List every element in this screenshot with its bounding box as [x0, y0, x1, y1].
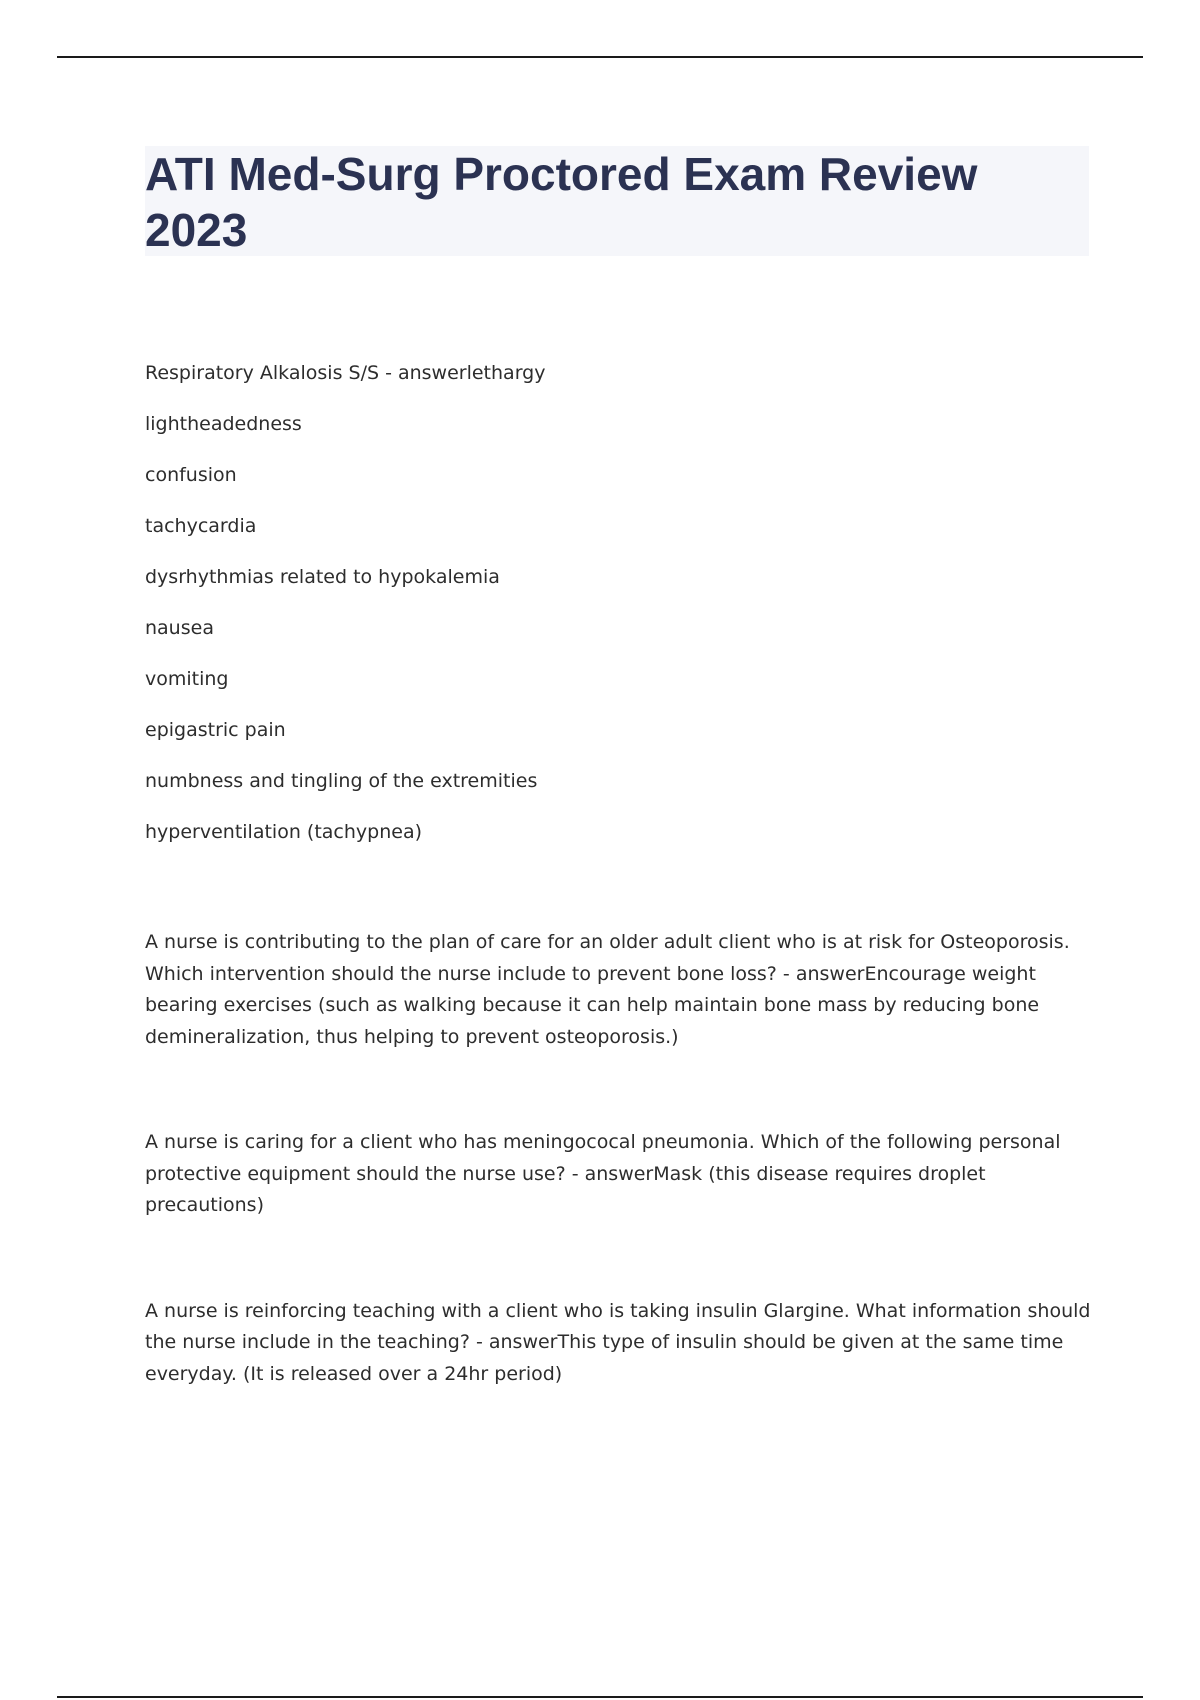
symptom-list [145, 356, 1095, 866]
title-box [145, 146, 1089, 256]
list-item: confusion [145, 464, 237, 486]
list-item: lightheadedness [145, 413, 302, 435]
page-title: ATI Med-Surg Proctored Exam Review 2023 [145, 148, 978, 256]
question-ppe: A nurse is caring for a client who has meningococal pneumonia. Which of the following personal protective equipment should the nurse use? - answerMask (this disease requires droplet precautions) [145, 1131, 1061, 1216]
spacer [145, 1053, 1095, 1127]
list-item: tachycardia [145, 515, 257, 537]
question-insulin: A nurse is reinforcing teaching with a client who is taking insulin Glargine. What information should the nurse include in the teaching? - answerThis type of insulin should be given at the same time everyday. (It is released over a 24hr period) [145, 1299, 1091, 1385]
list-item: epigastric pain [145, 719, 286, 741]
list-item: hyperventilation (tachypnea) [145, 821, 422, 843]
list-item: nausea [145, 617, 214, 639]
question-osteoporosis: A nurse is contributing to the plan of care for an older adult client who is at risk for Osteoporosis. Which intervention should the nurse include to prevent bone loss? - answerEncourage weight bearing exercises (such as walking because it can help maintain bone mass by reducing bone demineralization, thus helping to prevent osteoporosis.) [145, 931, 1070, 1048]
spacer [145, 1222, 1095, 1296]
document-body [145, 356, 1095, 1390]
list-item: dysrhythmias related to hypokalemia [145, 566, 500, 588]
list-item: Respiratory Alkalosis S/S - answerlethargy [145, 362, 546, 384]
list-item: numbness and tingling of the extremities [145, 770, 538, 792]
bottom-rule [57, 1696, 1143, 1698]
top-rule [57, 56, 1143, 58]
list-item: vomiting [145, 668, 229, 690]
spacer [145, 866, 1095, 927]
